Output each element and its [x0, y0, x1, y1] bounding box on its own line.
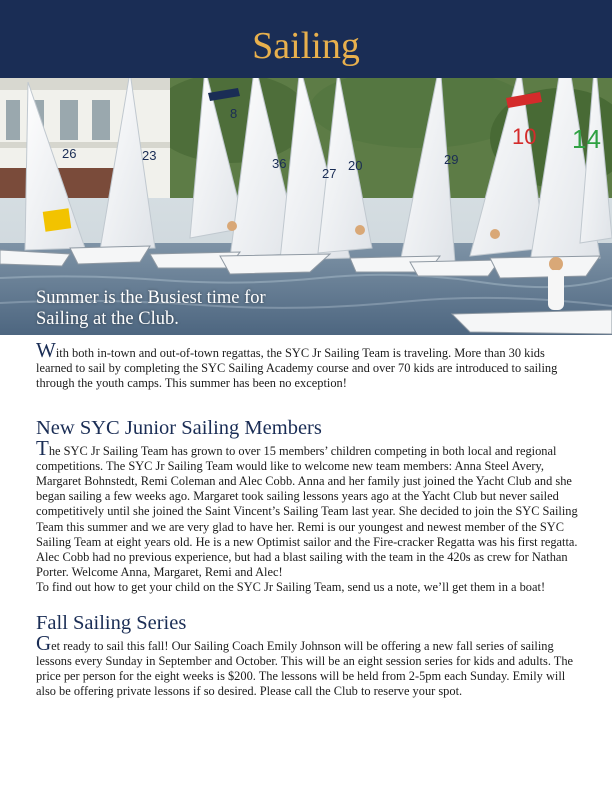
svg-text:10: 10	[512, 124, 537, 149]
new-members-dropcap: T	[36, 435, 49, 460]
intro-paragraph	[36, 338, 581, 392]
page-title: Sailing	[252, 25, 360, 67]
new-members-closing: To find out how to get your child on the SYC Jr Sailing Team, send us a note, we’ll get them in a boat!	[36, 580, 546, 595]
article-body	[36, 338, 581, 699]
svg-text:8: 8	[230, 106, 238, 121]
hero-caption-line2: Sailing at the Club.	[36, 309, 179, 329]
intro-dropcap: W	[36, 338, 56, 362]
intro-text: ith both in-town and out-of-town regattas, the SYC Jr Sailing Team is traveling. More than 30 kids learned to sail by completing the SYC Sailing Academy course and over 70 kids are introduced to sailing through the youth camps. This summer has been no exception!	[36, 346, 558, 391]
fall-series-dropcap: G	[36, 630, 52, 655]
fall-series-text: et ready to sail this fall! Our Sailing Coach Emily Johnson will be offering a new fall series of sailing lessons every Sunday in September and October. This will be an eight session series for kids and adults. The price per person for the eight weeks is $200. The lessons will be held from 2-5pm each Sunday. Emily will also be offering private lessons if so desired. Please call the Club to reserve your spot.	[36, 638, 574, 699]
svg-text:36: 36	[272, 156, 287, 171]
hero-caption-line1: Summer is the Busiest time for	[36, 288, 266, 308]
new-members-paragraph	[36, 435, 581, 581]
new-members-heading: New SYC Junior Sailing Members	[36, 416, 322, 439]
svg-text:14: 14	[572, 124, 601, 154]
svg-text:27: 27	[322, 166, 337, 181]
svg-text:26: 26	[62, 146, 77, 161]
svg-text:23: 23	[142, 148, 157, 163]
svg-text:20: 20	[348, 158, 363, 173]
fall-series-heading: Fall Sailing Series	[36, 611, 187, 634]
hero-photo	[0, 78, 612, 335]
svg-text:29: 29	[444, 152, 459, 167]
fall-series-paragraph	[36, 630, 581, 700]
title-banner	[0, 0, 612, 78]
new-members-text: he SYC Jr Sailing Team has grown to over 15 members’ children competing in both local and regional competitions. The SYC Jr Sailing Team would like to welcome new team members: Anna Steel Avery, Margaret Bohnstedt, Remi Coleman and Alec Cobb. Anna and her family just joined the Yacht Club and she began sailing a few weeks ago. Margaret took sailing lessons years ago at the Yacht Club but never sailed competitively until she joined the Saint Vincent’s Sailing Team last year. She decided to join the SYC Sailing Team this summer and we are very glad to have her. Remi is our youngest and newest member of the SYC Sailing Team at eight years old. He is a new Optimist sailor and the Fire-cracker Regatta was his first regatta. Alec Cobb had no previous experience, but had a blast sailing with the team in the 420s as crew for Nathan Porter. Welcome Anna, Margaret, Remi and Alec!	[36, 443, 578, 580]
hero-caption	[36, 288, 266, 330]
